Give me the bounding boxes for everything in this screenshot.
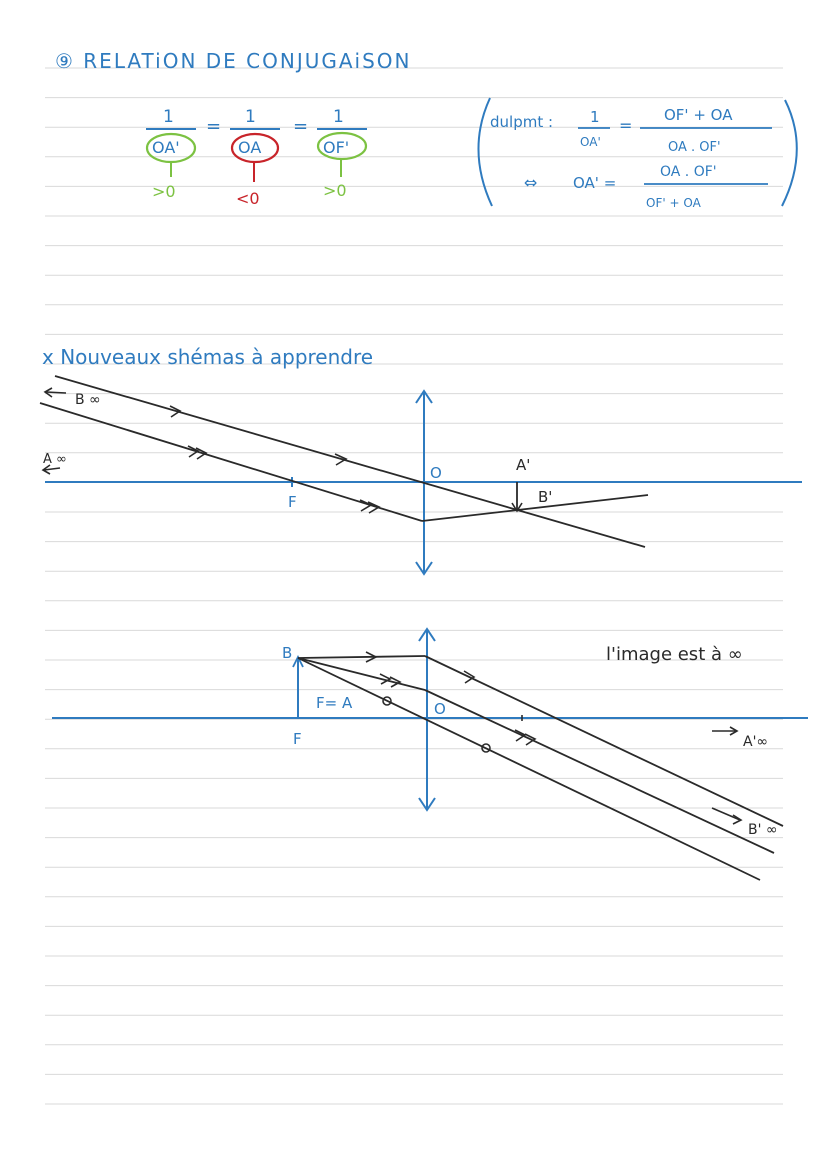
dev-numerator-1: 1 xyxy=(590,108,600,126)
label-b: B xyxy=(282,644,293,662)
equals-2: = xyxy=(293,116,309,137)
ray-through-center xyxy=(55,376,645,547)
section-title: ⑨ RELATiON DE CONJUGAiSON xyxy=(55,49,412,73)
dev-rhs-denominator: OA . OF' xyxy=(668,140,721,155)
development-box xyxy=(478,98,796,210)
ray-middle-out xyxy=(425,690,774,853)
dev-rhs-numerator: OF' + OA xyxy=(664,106,733,124)
development-label: dulpmt : xyxy=(490,113,554,131)
ray-parallel-in xyxy=(298,656,425,658)
diagram-object-at-focus xyxy=(52,629,808,880)
formula-numerator-3: 1 xyxy=(333,107,344,127)
label-b-prime-infinity: B' ∞ xyxy=(748,822,778,838)
label-f-1: F xyxy=(288,493,297,511)
ruled-lines xyxy=(45,68,783,1104)
label-f-equals-a: F= A xyxy=(316,694,353,712)
sign-negative: <0 xyxy=(236,189,260,208)
label-o-2: O xyxy=(434,700,446,718)
ray-through-focus xyxy=(40,403,422,521)
ray-refracted xyxy=(422,495,648,521)
ray-center xyxy=(298,658,760,880)
dev-lhs-2: OA' = xyxy=(573,174,617,192)
subtitle: x Nouveaux shémas à apprendre xyxy=(42,345,374,369)
label-o-1: O xyxy=(430,464,442,482)
sign-positive-1: >0 xyxy=(152,182,176,201)
diagram-object-at-infinity xyxy=(40,376,802,574)
right-parenthesis xyxy=(782,100,797,206)
dev-denominator-1: OA' xyxy=(580,135,601,149)
equivalence-symbol: ⇔ xyxy=(524,173,538,192)
label-a-prime-infinity: A'∞ xyxy=(743,734,769,750)
label-b-prime: B' xyxy=(538,488,553,506)
label-a-prime: A' xyxy=(516,456,531,474)
dev-rhs2-numerator: OA . OF' xyxy=(660,164,717,180)
formula-denominator-3: OF' xyxy=(323,138,350,157)
conjugation-formula xyxy=(146,107,367,208)
formula-numerator-2: 1 xyxy=(245,107,256,127)
label-a-infinity: A ∞ xyxy=(43,452,67,467)
ray-parallel-out xyxy=(425,656,783,826)
image-at-infinity-note: l'image est à ∞ xyxy=(606,644,743,665)
label-f-2: F xyxy=(293,730,302,748)
ray-middle-in xyxy=(298,658,425,690)
formula-denominator-2: OA xyxy=(238,138,262,157)
dev-equals: = xyxy=(619,116,633,135)
dev-rhs2-denominator: OF' + OA xyxy=(646,196,701,210)
formula-numerator-1: 1 xyxy=(163,107,174,127)
label-b-infinity: B ∞ xyxy=(75,392,101,408)
formula-denominator-1: OA' xyxy=(152,138,180,157)
sign-positive-2: >0 xyxy=(323,181,347,200)
equals-1: = xyxy=(206,116,222,137)
